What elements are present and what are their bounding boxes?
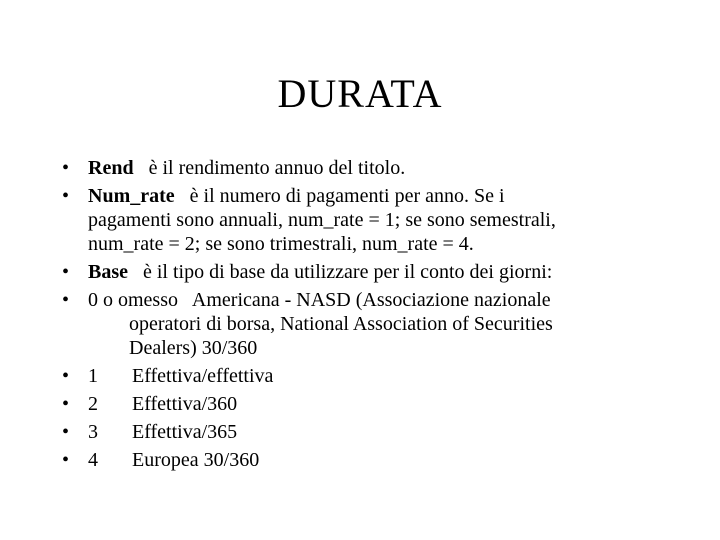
list-item-base-4	[62, 448, 702, 472]
slide-title: DURATA	[277, 71, 443, 116]
list-item-base-1	[62, 364, 702, 388]
base-description-continuation: Dealers) 30/360	[129, 337, 258, 359]
list-item-num-rate	[62, 184, 702, 256]
base-code: 1	[88, 365, 98, 387]
base-code: 3	[88, 421, 98, 443]
bullet-icon: •	[62, 365, 70, 387]
term-label: Num_rate	[88, 185, 175, 207]
bullet-icon: •	[62, 261, 70, 283]
base-code: 0 o omesso	[88, 289, 178, 311]
base-description-continuation: operatori di borsa, National Association of Securities	[129, 313, 553, 335]
bullet-icon: •	[62, 185, 70, 207]
list-item-base-0	[62, 288, 702, 360]
bullet-icon: •	[62, 157, 70, 179]
item-text-continuation: pagamenti sono annuali, num_rate = 1; se sono semestrali,	[88, 209, 556, 231]
list-item-base-3	[62, 420, 702, 444]
item-text-continuation: num_rate = 2; se sono trimestrali, num_rate = 4.	[88, 233, 474, 255]
base-description: Europea 30/360	[132, 449, 260, 471]
base-description: Effettiva/360	[132, 393, 238, 415]
bullet-icon: •	[62, 393, 70, 415]
term-label: Base	[88, 261, 128, 283]
term-label: Rend	[88, 157, 134, 179]
list-item-rend	[62, 156, 702, 180]
bullet-icon: •	[62, 421, 70, 443]
bullet-icon: •	[62, 449, 70, 471]
bullet-list	[62, 156, 702, 476]
list-item-base-2	[62, 392, 702, 416]
base-description: Americana - NASD (Associazione nazionale	[191, 289, 551, 311]
base-description: Effettiva/effettiva	[132, 365, 274, 387]
base-description: Effettiva/365	[132, 421, 238, 443]
list-item-base	[62, 260, 702, 284]
bullet-icon: •	[62, 289, 70, 311]
base-code: 4	[88, 449, 98, 471]
base-code: 2	[88, 393, 98, 415]
item-text: è il rendimento annuo del titolo.	[148, 157, 406, 179]
item-text: è il numero di pagamenti per anno. Se i	[189, 185, 505, 207]
item-text: è il tipo di base da utilizzare per il conto dei giorni:	[143, 261, 553, 283]
